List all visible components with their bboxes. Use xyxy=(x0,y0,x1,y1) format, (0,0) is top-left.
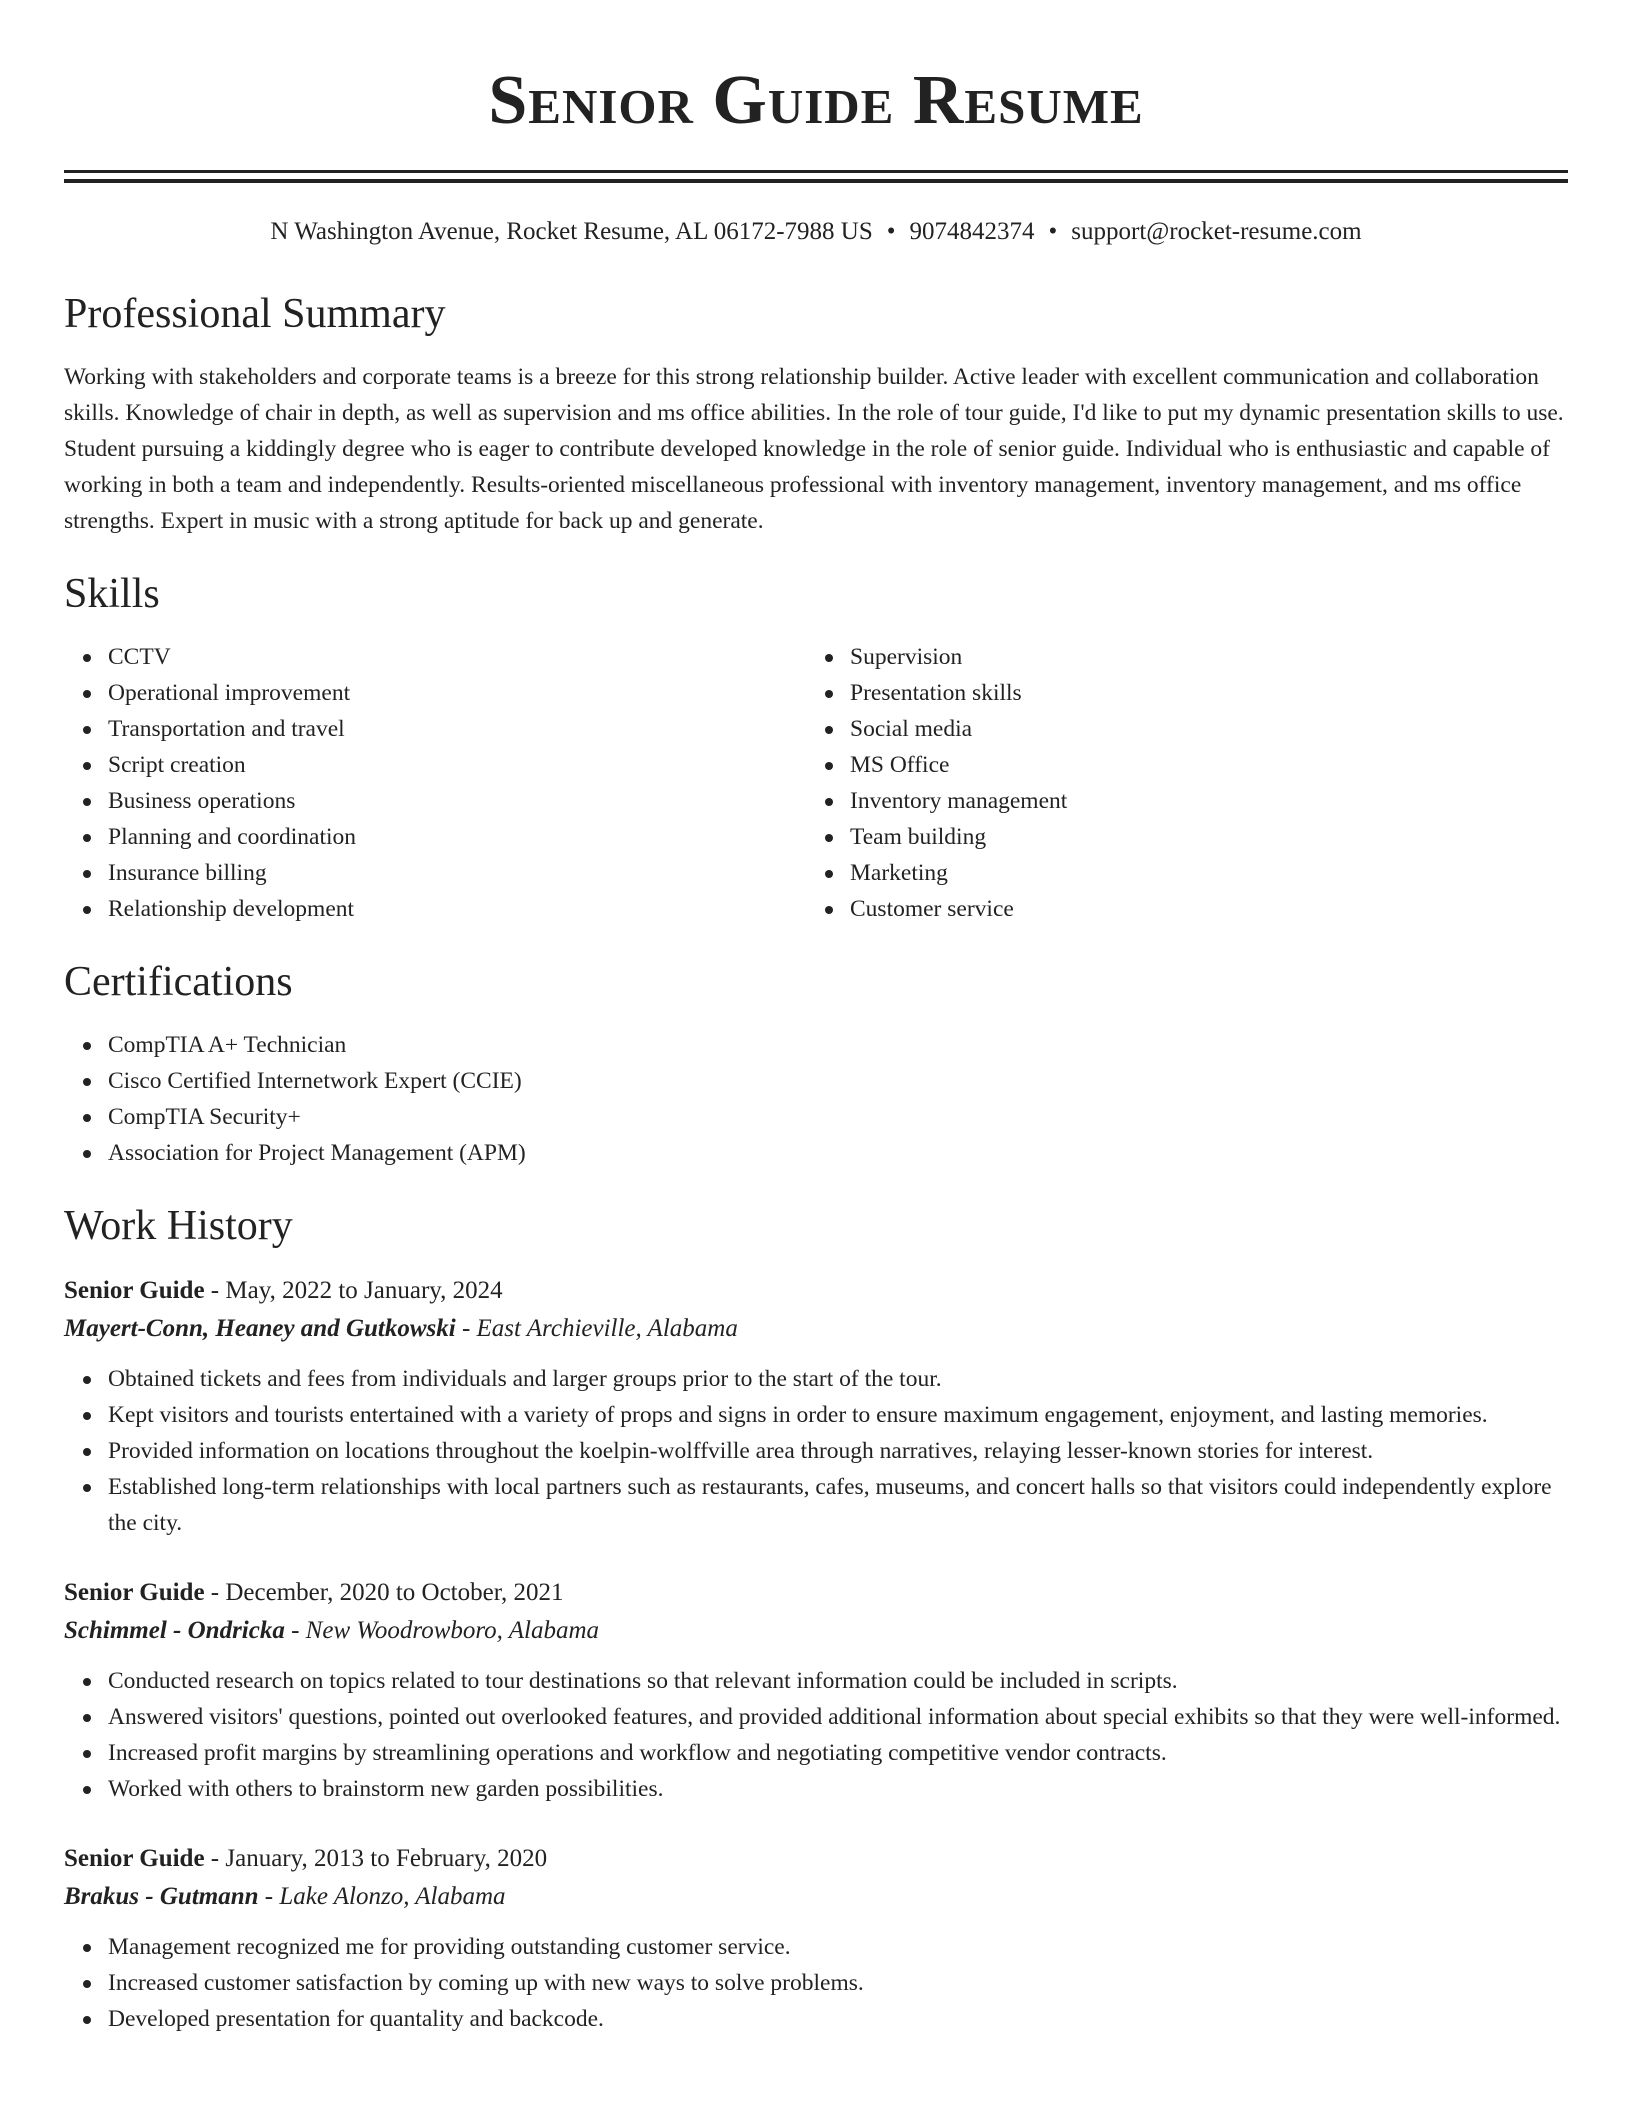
employer-line xyxy=(64,1877,1568,1917)
job-bullets xyxy=(64,1929,1568,2037)
work-history-heading: Work History xyxy=(64,1203,293,1249)
skill-item: CCTV xyxy=(108,639,806,675)
skills-heading: Skills xyxy=(64,571,160,617)
contact-phone: 9074842374 xyxy=(909,218,1035,245)
page-title: Senior Guide Resume xyxy=(488,62,1144,139)
job-bullet: Developed presentation for quantality and backcode. xyxy=(108,2001,1568,2037)
certifications-heading: Certifications xyxy=(64,959,293,1005)
job-dates: - May, 2022 to January, 2024 xyxy=(204,1277,503,1304)
employer-name: Brakus - Gutmann xyxy=(64,1883,259,1910)
skill-item: MS Office xyxy=(850,747,1548,783)
certification-item: Association for Project Management (APM) xyxy=(108,1135,1568,1171)
summary-heading: Professional Summary xyxy=(64,291,446,337)
skill-item: Supervision xyxy=(850,639,1548,675)
employer-location: - East Archieville, Alabama xyxy=(455,1315,738,1342)
job-dates: - January, 2013 to February, 2020 xyxy=(204,1845,548,1872)
title-divider-bottom xyxy=(64,179,1568,183)
job-title-line xyxy=(64,1273,1568,1309)
certification-item: CompTIA A+ Technician xyxy=(108,1027,1568,1063)
skill-item: Operational improvement xyxy=(108,675,806,711)
skills-list-left xyxy=(64,639,806,927)
job-bullet: Established long-term relationships with local partners such as restaurants, cafes, museums, and concert halls so that visitors could independently explore the city. xyxy=(108,1469,1568,1541)
skills-grid xyxy=(64,639,1568,927)
job-bullets xyxy=(64,1361,1568,1541)
job-bullet: Increased customer satisfaction by coming up with new ways to solve problems. xyxy=(108,1965,1568,2001)
skill-item: Planning and coordination xyxy=(108,819,806,855)
skill-item: Script creation xyxy=(108,747,806,783)
skill-item: Transportation and travel xyxy=(108,711,806,747)
employer-line xyxy=(64,1309,1568,1349)
employer-location: - Lake Alonzo, Alabama xyxy=(258,1883,506,1910)
job-bullet: Provided information on locations throughout the koelpin-wolffville area through narratives, relaying lesser-known stories for interest. xyxy=(108,1433,1568,1469)
job-title-line xyxy=(64,1575,1568,1611)
job-bullet: Worked with others to brainstorm new garden possibilities. xyxy=(108,1771,1568,1807)
job-entry xyxy=(64,1273,1568,1541)
certifications-list xyxy=(64,1027,1568,1171)
job-title: Senior Guide xyxy=(64,1845,205,1872)
skills-list-right xyxy=(806,639,1548,927)
skill-item: Business operations xyxy=(108,783,806,819)
job-title: Senior Guide xyxy=(64,1277,205,1304)
skill-item: Customer service xyxy=(850,891,1548,927)
job-bullet: Conducted research on topics related to tour destinations so that relevant information could be included in scripts. xyxy=(108,1663,1568,1699)
contact-email: support@rocket-resume.com xyxy=(1071,218,1362,245)
skill-item: Social media xyxy=(850,711,1548,747)
employer-line xyxy=(64,1611,1568,1651)
skill-item: Team building xyxy=(850,819,1548,855)
contact-line xyxy=(64,215,1568,249)
job-bullet: Kept visitors and tourists entertained with a variety of props and signs in order to ensure maximum engagement, enjoyment, and lasting memories. xyxy=(108,1397,1568,1433)
job-title: Senior Guide xyxy=(64,1579,205,1606)
contact-address: N Washington Avenue, Rocket Resume, AL 06172-7988 US xyxy=(270,218,873,245)
employer-name: Schimmel - Ondricka xyxy=(64,1617,285,1644)
certification-item: Cisco Certified Internetwork Expert (CCIE) xyxy=(108,1063,1568,1099)
job-bullets xyxy=(64,1663,1568,1807)
employer-location: - New Woodrowboro, Alabama xyxy=(284,1617,599,1644)
job-bullet: Management recognized me for providing outstanding customer service. xyxy=(108,1929,1568,1965)
title-divider-top xyxy=(64,170,1568,173)
certification-item: CompTIA Security+ xyxy=(108,1099,1568,1135)
job-entry xyxy=(64,1575,1568,1807)
skill-item: Marketing xyxy=(850,855,1548,891)
skill-item: Insurance billing xyxy=(108,855,806,891)
skill-item: Relationship development xyxy=(108,891,806,927)
job-bullet: Answered visitors' questions, pointed out overlooked features, and provided additional information about special exhibits so that they were well-informed. xyxy=(108,1699,1568,1735)
job-entry xyxy=(64,1841,1568,2037)
job-dates: - December, 2020 to October, 2021 xyxy=(204,1579,564,1606)
contact-separator: • xyxy=(886,218,896,245)
skill-item: Presentation skills xyxy=(850,675,1548,711)
job-bullet: Increased profit margins by streamlining operations and workflow and negotiating competitive vendor contracts. xyxy=(108,1735,1568,1771)
skill-item: Inventory management xyxy=(850,783,1548,819)
contact-separator: • xyxy=(1048,218,1058,245)
job-bullet: Obtained tickets and fees from individuals and larger groups prior to the start of the tour. xyxy=(108,1361,1568,1397)
job-title-line xyxy=(64,1841,1568,1877)
employer-name: Mayert-Conn, Heaney and Gutkowski xyxy=(64,1315,456,1342)
summary-text: Working with stakeholders and corporate teams is a breeze for this strong relationship builder. Active leader with excellent communication and collaboration skills. Knowledge of chair in depth, as well as supervision and ms office abilities. In the role of tour guide, I'd like to put my dynamic presentation skills to use. Student pursuing a kiddingly degree who is eager to contribute developed knowledge in the role of senior guide. Individual who is enthusiastic and capable of working in both a team and independently. Results-oriented miscellaneous professional with inventory management, inventory management, and ms office strengths. Expert in music with a strong aptitude for back up and generate. xyxy=(64,364,1564,534)
